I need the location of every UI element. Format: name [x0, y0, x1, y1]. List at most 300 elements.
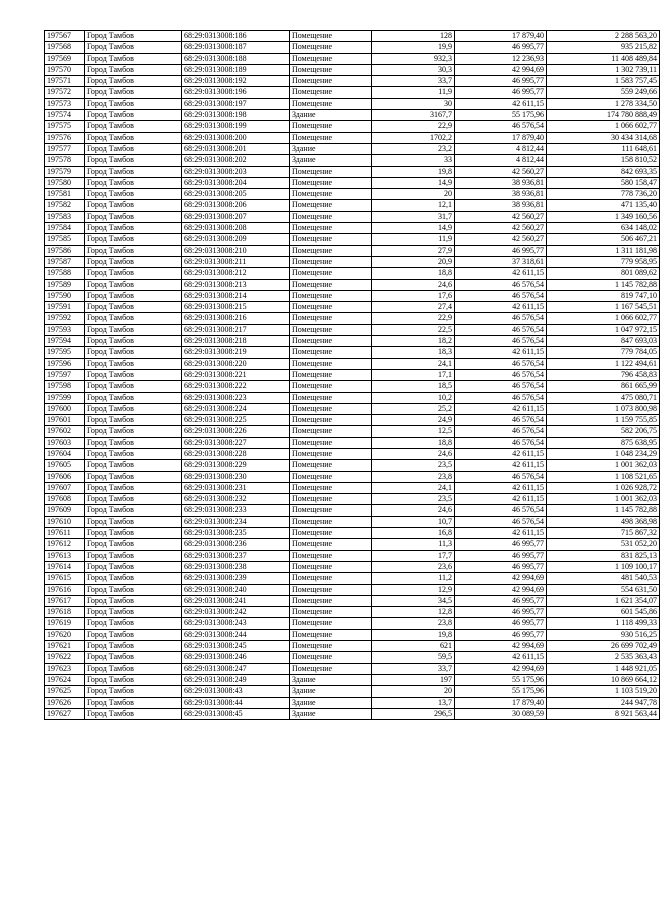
row-number-cell: 197596: [45, 358, 85, 369]
specific-value-cell: 42 994,69: [455, 573, 547, 584]
table-row: [45, 708, 660, 719]
table-row: [45, 674, 660, 685]
cadastral-value-cell: 26 699 702,49: [547, 641, 660, 652]
cadastral-number-cell: 68:29:0313008:197: [182, 98, 290, 109]
cadastral-value-cell: 1 066 602,77: [547, 313, 660, 324]
locality-cell: Город Тамбов: [85, 121, 182, 132]
table-row: [45, 290, 660, 301]
area-cell: 20: [372, 686, 455, 697]
cadastral-value-cell: 1 108 521,65: [547, 471, 660, 482]
specific-value-cell: 38 936,81: [455, 200, 547, 211]
cadastral-number-cell: 68:29:0313008:228: [182, 448, 290, 459]
cadastral-number-cell: 68:29:0313008:45: [182, 708, 290, 719]
table-row: [45, 584, 660, 595]
object-type-cell: Помещение: [290, 392, 372, 403]
cadastral-number-cell: 68:29:0313008:219: [182, 347, 290, 358]
object-type-cell: Помещение: [290, 324, 372, 335]
object-type-cell: Помещение: [290, 607, 372, 618]
object-type-cell: Здание: [290, 708, 372, 719]
object-type-cell: Помещение: [290, 64, 372, 75]
specific-value-cell: 46 576,54: [455, 471, 547, 482]
cadastral-number-cell: 68:29:0313008:187: [182, 42, 290, 53]
row-number-cell: 197611: [45, 528, 85, 539]
cadastral-number-cell: 68:29:0313008:220: [182, 358, 290, 369]
specific-value-cell: 17 879,40: [455, 697, 547, 708]
area-cell: 24,6: [372, 448, 455, 459]
cadastral-number-cell: 68:29:0313008:198: [182, 110, 290, 121]
object-type-cell: Помещение: [290, 336, 372, 347]
cadastral-value-cell: 10 869 664,12: [547, 674, 660, 685]
table-row: [45, 313, 660, 324]
locality-cell: Город Тамбов: [85, 53, 182, 64]
table-row: [45, 110, 660, 121]
object-type-cell: Помещение: [290, 200, 372, 211]
specific-value-cell: 46 576,54: [455, 369, 547, 380]
cadastral-value-table: [44, 30, 660, 720]
object-type-cell: Здание: [290, 674, 372, 685]
specific-value-cell: 46 576,54: [455, 516, 547, 527]
specific-value-cell: 42 611,15: [455, 448, 547, 459]
cadastral-value-cell: 1 026 928,72: [547, 482, 660, 493]
row-number-cell: 197580: [45, 177, 85, 188]
object-type-cell: Помещение: [290, 31, 372, 42]
area-cell: 23,8: [372, 471, 455, 482]
specific-value-cell: 4 812,44: [455, 155, 547, 166]
area-cell: 621: [372, 641, 455, 652]
table-row: [45, 697, 660, 708]
object-type-cell: Помещение: [290, 482, 372, 493]
area-cell: 296,5: [372, 708, 455, 719]
locality-cell: Город Тамбов: [85, 132, 182, 143]
cadastral-number-cell: 68:29:0313008:206: [182, 200, 290, 211]
cadastral-number-cell: 68:29:0313008:232: [182, 494, 290, 505]
specific-value-cell: 46 995,77: [455, 539, 547, 550]
table-row: [45, 279, 660, 290]
cadastral-value-cell: 174 780 888,49: [547, 110, 660, 121]
row-number-cell: 197609: [45, 505, 85, 516]
cadastral-number-cell: 68:29:0313008:236: [182, 539, 290, 550]
table-row: [45, 460, 660, 471]
area-cell: 12,1: [372, 200, 455, 211]
cadastral-number-cell: 68:29:0313008:212: [182, 268, 290, 279]
specific-value-cell: 55 175,96: [455, 686, 547, 697]
table-row: [45, 550, 660, 561]
table-row: [45, 347, 660, 358]
cadastral-number-cell: 68:29:0313008:213: [182, 279, 290, 290]
object-type-cell: Помещение: [290, 561, 372, 572]
row-number-cell: 197625: [45, 686, 85, 697]
table-row: [45, 166, 660, 177]
row-number-cell: 197574: [45, 110, 85, 121]
area-cell: 11,9: [372, 234, 455, 245]
locality-cell: Город Тамбов: [85, 234, 182, 245]
row-number-cell: 197607: [45, 482, 85, 493]
cadastral-number-cell: 68:29:0313008:230: [182, 471, 290, 482]
locality-cell: Город Тамбов: [85, 177, 182, 188]
table-row: [45, 324, 660, 335]
specific-value-cell: 55 175,96: [455, 110, 547, 121]
table-body: [45, 31, 660, 720]
cadastral-value-cell: 1 103 519,20: [547, 686, 660, 697]
table-row: [45, 595, 660, 606]
table-row: [45, 482, 660, 493]
cadastral-number-cell: 68:29:0313008:226: [182, 426, 290, 437]
object-type-cell: Помещение: [290, 279, 372, 290]
area-cell: 11,2: [372, 573, 455, 584]
cadastral-value-cell: 559 249,66: [547, 87, 660, 98]
cadastral-number-cell: 68:29:0313008:223: [182, 392, 290, 403]
cadastral-value-cell: 715 867,32: [547, 528, 660, 539]
object-type-cell: Помещение: [290, 505, 372, 516]
area-cell: 22,5: [372, 324, 455, 335]
locality-cell: Город Тамбов: [85, 494, 182, 505]
cadastral-value-cell: 1 145 782,88: [547, 505, 660, 516]
object-type-cell: Помещение: [290, 121, 372, 132]
cadastral-value-cell: 779 784,05: [547, 347, 660, 358]
object-type-cell: Помещение: [290, 211, 372, 222]
locality-cell: Город Тамбов: [85, 31, 182, 42]
cadastral-value-cell: 1 145 782,88: [547, 279, 660, 290]
object-type-cell: Помещение: [290, 550, 372, 561]
row-number-cell: 197573: [45, 98, 85, 109]
specific-value-cell: 42 611,15: [455, 302, 547, 313]
cadastral-number-cell: 68:29:0313008:211: [182, 256, 290, 267]
cadastral-value-cell: 498 368,98: [547, 516, 660, 527]
object-type-cell: Помещение: [290, 268, 372, 279]
cadastral-number-cell: 68:29:0313008:218: [182, 336, 290, 347]
specific-value-cell: 42 994,69: [455, 64, 547, 75]
specific-value-cell: 46 576,54: [455, 121, 547, 132]
cadastral-value-cell: 554 631,50: [547, 584, 660, 595]
locality-cell: Город Тамбов: [85, 652, 182, 663]
table-row: [45, 200, 660, 211]
specific-value-cell: 42 560,27: [455, 211, 547, 222]
row-number-cell: 197620: [45, 629, 85, 640]
row-number-cell: 197594: [45, 336, 85, 347]
object-type-cell: Помещение: [290, 347, 372, 358]
cadastral-value-cell: 1 001 362,03: [547, 460, 660, 471]
area-cell: 34,5: [372, 595, 455, 606]
area-cell: 31,7: [372, 211, 455, 222]
row-number-cell: 197613: [45, 550, 85, 561]
specific-value-cell: 55 175,96: [455, 674, 547, 685]
row-number-cell: 197615: [45, 573, 85, 584]
cadastral-value-cell: 1 583 757,45: [547, 76, 660, 87]
cadastral-number-cell: 68:29:0313008:239: [182, 573, 290, 584]
cadastral-number-cell: 68:29:0313008:189: [182, 64, 290, 75]
specific-value-cell: 42 994,69: [455, 663, 547, 674]
locality-cell: Город Тамбов: [85, 437, 182, 448]
cadastral-value-cell: 111 648,61: [547, 143, 660, 154]
specific-value-cell: 17 879,40: [455, 132, 547, 143]
object-type-cell: Помещение: [290, 448, 372, 459]
object-type-cell: Помещение: [290, 166, 372, 177]
table-row: [45, 381, 660, 392]
object-type-cell: Помещение: [290, 471, 372, 482]
row-number-cell: 197583: [45, 211, 85, 222]
cadastral-number-cell: 68:29:0313008:241: [182, 595, 290, 606]
specific-value-cell: 46 576,54: [455, 358, 547, 369]
cadastral-value-cell: 1 122 494,61: [547, 358, 660, 369]
table-row: [45, 98, 660, 109]
row-number-cell: 197604: [45, 448, 85, 459]
locality-cell: Город Тамбов: [85, 403, 182, 414]
locality-cell: Город Тамбов: [85, 471, 182, 482]
specific-value-cell: 46 576,54: [455, 279, 547, 290]
table-row: [45, 76, 660, 87]
locality-cell: Город Тамбов: [85, 347, 182, 358]
table-row: [45, 42, 660, 53]
table-row: [45, 155, 660, 166]
area-cell: 1702,2: [372, 132, 455, 143]
cadastral-number-cell: 68:29:0313008:249: [182, 674, 290, 685]
object-type-cell: Помещение: [290, 426, 372, 437]
object-type-cell: Помещение: [290, 302, 372, 313]
object-type-cell: Помещение: [290, 234, 372, 245]
cadastral-number-cell: 68:29:0313008:227: [182, 437, 290, 448]
specific-value-cell: 46 995,77: [455, 618, 547, 629]
row-number-cell: 197590: [45, 290, 85, 301]
locality-cell: Город Тамбов: [85, 595, 182, 606]
row-number-cell: 197621: [45, 641, 85, 652]
cadastral-number-cell: 68:29:0313008:205: [182, 189, 290, 200]
table-row: [45, 132, 660, 143]
cadastral-value-cell: 158 810,52: [547, 155, 660, 166]
area-cell: 23,2: [372, 143, 455, 154]
object-type-cell: Помещение: [290, 528, 372, 539]
table-row: [45, 516, 660, 527]
object-type-cell: Помещение: [290, 663, 372, 674]
specific-value-cell: 12 236,93: [455, 53, 547, 64]
locality-cell: Город Тамбов: [85, 708, 182, 719]
row-number-cell: 197581: [45, 189, 85, 200]
table-row: [45, 528, 660, 539]
object-type-cell: Помещение: [290, 177, 372, 188]
area-cell: 22,9: [372, 313, 455, 324]
row-number-cell: 197584: [45, 223, 85, 234]
document-page: [44, 30, 657, 720]
object-type-cell: Помещение: [290, 629, 372, 640]
area-cell: 24,9: [372, 415, 455, 426]
locality-cell: Город Тамбов: [85, 76, 182, 87]
object-type-cell: Помещение: [290, 245, 372, 256]
cadastral-number-cell: 68:29:0313008:247: [182, 663, 290, 674]
locality-cell: Город Тамбов: [85, 143, 182, 154]
table-row: [45, 641, 660, 652]
cadastral-number-cell: 68:29:0313008:242: [182, 607, 290, 618]
table-row: [45, 505, 660, 516]
area-cell: 24,6: [372, 279, 455, 290]
cadastral-value-cell: 580 158,47: [547, 177, 660, 188]
object-type-cell: Помещение: [290, 313, 372, 324]
cadastral-value-cell: 847 693,03: [547, 336, 660, 347]
row-number-cell: 197571: [45, 76, 85, 87]
row-number-cell: 197591: [45, 302, 85, 313]
cadastral-number-cell: 68:29:0313008:216: [182, 313, 290, 324]
object-type-cell: Помещение: [290, 437, 372, 448]
cadastral-value-cell: 801 089,62: [547, 268, 660, 279]
table-row: [45, 245, 660, 256]
cadastral-number-cell: 68:29:0313008:43: [182, 686, 290, 697]
area-cell: 19,8: [372, 166, 455, 177]
row-number-cell: 197603: [45, 437, 85, 448]
locality-cell: Город Тамбов: [85, 550, 182, 561]
object-type-cell: Здание: [290, 686, 372, 697]
specific-value-cell: 46 576,54: [455, 392, 547, 403]
locality-cell: Город Тамбов: [85, 539, 182, 550]
locality-cell: Город Тамбов: [85, 528, 182, 539]
area-cell: 12,8: [372, 607, 455, 618]
area-cell: 10,7: [372, 516, 455, 527]
table-row: [45, 189, 660, 200]
specific-value-cell: 42 611,15: [455, 98, 547, 109]
cadastral-number-cell: 68:29:0313008:225: [182, 415, 290, 426]
specific-value-cell: 4 812,44: [455, 143, 547, 154]
locality-cell: Город Тамбов: [85, 87, 182, 98]
cadastral-value-cell: 1 621 354,07: [547, 595, 660, 606]
object-type-cell: Помещение: [290, 53, 372, 64]
row-number-cell: 197605: [45, 460, 85, 471]
object-type-cell: Помещение: [290, 641, 372, 652]
area-cell: 23,8: [372, 618, 455, 629]
cadastral-value-cell: 1 047 972,15: [547, 324, 660, 335]
cadastral-value-cell: 471 135,40: [547, 200, 660, 211]
locality-cell: Город Тамбов: [85, 268, 182, 279]
table-row: [45, 223, 660, 234]
locality-cell: Город Тамбов: [85, 369, 182, 380]
cadastral-value-cell: 1 311 181,98: [547, 245, 660, 256]
object-type-cell: Помещение: [290, 189, 372, 200]
specific-value-cell: 38 936,81: [455, 189, 547, 200]
table-row: [45, 121, 660, 132]
cadastral-number-cell: 68:29:0313008:202: [182, 155, 290, 166]
table-row: [45, 87, 660, 98]
cadastral-number-cell: 68:29:0313008:188: [182, 53, 290, 64]
cadastral-value-cell: 779 958,95: [547, 256, 660, 267]
locality-cell: Город Тамбов: [85, 618, 182, 629]
object-type-cell: Помещение: [290, 460, 372, 471]
locality-cell: Город Тамбов: [85, 64, 182, 75]
object-type-cell: Помещение: [290, 87, 372, 98]
area-cell: 18,3: [372, 347, 455, 358]
object-type-cell: Помещение: [290, 415, 372, 426]
cadastral-number-cell: 68:29:0313008:231: [182, 482, 290, 493]
locality-cell: Город Тамбов: [85, 290, 182, 301]
table-row: [45, 302, 660, 313]
locality-cell: Город Тамбов: [85, 674, 182, 685]
locality-cell: Город Тамбов: [85, 460, 182, 471]
cadastral-value-cell: 634 148,02: [547, 223, 660, 234]
area-cell: 3167,7: [372, 110, 455, 121]
area-cell: 11,9: [372, 87, 455, 98]
cadastral-value-cell: 842 693,35: [547, 166, 660, 177]
specific-value-cell: 46 576,54: [455, 437, 547, 448]
locality-cell: Город Тамбов: [85, 607, 182, 618]
row-number-cell: 197569: [45, 53, 85, 64]
row-number-cell: 197593: [45, 324, 85, 335]
specific-value-cell: 46 995,77: [455, 42, 547, 53]
object-type-cell: Помещение: [290, 539, 372, 550]
cadastral-value-cell: 531 052,20: [547, 539, 660, 550]
object-type-cell: Помещение: [290, 290, 372, 301]
object-type-cell: Здание: [290, 697, 372, 708]
object-type-cell: Помещение: [290, 42, 372, 53]
row-number-cell: 197586: [45, 245, 85, 256]
table-row: [45, 652, 660, 663]
specific-value-cell: 42 611,15: [455, 494, 547, 505]
cadastral-value-cell: 778 736,20: [547, 189, 660, 200]
locality-cell: Город Тамбов: [85, 561, 182, 572]
area-cell: 20: [372, 189, 455, 200]
table-row: [45, 494, 660, 505]
table-row: [45, 618, 660, 629]
specific-value-cell: 42 560,27: [455, 223, 547, 234]
area-cell: 128: [372, 31, 455, 42]
object-type-cell: Помещение: [290, 98, 372, 109]
area-cell: 27,4: [372, 302, 455, 313]
locality-cell: Город Тамбов: [85, 189, 182, 200]
specific-value-cell: 46 995,77: [455, 607, 547, 618]
row-number-cell: 197614: [45, 561, 85, 572]
area-cell: 33,7: [372, 663, 455, 674]
cadastral-number-cell: 68:29:0313008:196: [182, 87, 290, 98]
locality-cell: Город Тамбов: [85, 392, 182, 403]
area-cell: 23,6: [372, 561, 455, 572]
cadastral-number-cell: 68:29:0313008:243: [182, 618, 290, 629]
cadastral-number-cell: 68:29:0313008:186: [182, 31, 290, 42]
cadastral-value-cell: 935 215,82: [547, 42, 660, 53]
specific-value-cell: 46 576,54: [455, 313, 547, 324]
row-number-cell: 197598: [45, 381, 85, 392]
area-cell: 33,7: [372, 76, 455, 87]
cadastral-value-cell: 582 206,75: [547, 426, 660, 437]
area-cell: 18,5: [372, 381, 455, 392]
row-number-cell: 197617: [45, 595, 85, 606]
locality-cell: Город Тамбов: [85, 516, 182, 527]
table-row: [45, 234, 660, 245]
row-number-cell: 197601: [45, 415, 85, 426]
locality-cell: Город Тамбов: [85, 336, 182, 347]
specific-value-cell: 46 576,54: [455, 336, 547, 347]
specific-value-cell: 42 611,15: [455, 460, 547, 471]
row-number-cell: 197622: [45, 652, 85, 663]
area-cell: 23,5: [372, 460, 455, 471]
cadastral-number-cell: 68:29:0313008:200: [182, 132, 290, 143]
table-row: [45, 663, 660, 674]
row-number-cell: 197582: [45, 200, 85, 211]
specific-value-cell: 46 995,77: [455, 561, 547, 572]
locality-cell: Город Тамбов: [85, 573, 182, 584]
specific-value-cell: 46 995,77: [455, 629, 547, 640]
area-cell: 12,5: [372, 426, 455, 437]
cadastral-number-cell: 68:29:0313008:208: [182, 223, 290, 234]
area-cell: 33: [372, 155, 455, 166]
area-cell: 17,7: [372, 550, 455, 561]
table-row: [45, 426, 660, 437]
object-type-cell: Здание: [290, 110, 372, 121]
object-type-cell: Здание: [290, 143, 372, 154]
area-cell: 59,5: [372, 652, 455, 663]
table-row: [45, 471, 660, 482]
locality-cell: Город Тамбов: [85, 256, 182, 267]
cadastral-value-cell: 1 278 334,50: [547, 98, 660, 109]
row-number-cell: 197588: [45, 268, 85, 279]
row-number-cell: 197626: [45, 697, 85, 708]
cadastral-value-cell: 819 747,10: [547, 290, 660, 301]
cadastral-value-cell: 1 001 362,03: [547, 494, 660, 505]
locality-cell: Город Тамбов: [85, 211, 182, 222]
locality-cell: Город Тамбов: [85, 302, 182, 313]
